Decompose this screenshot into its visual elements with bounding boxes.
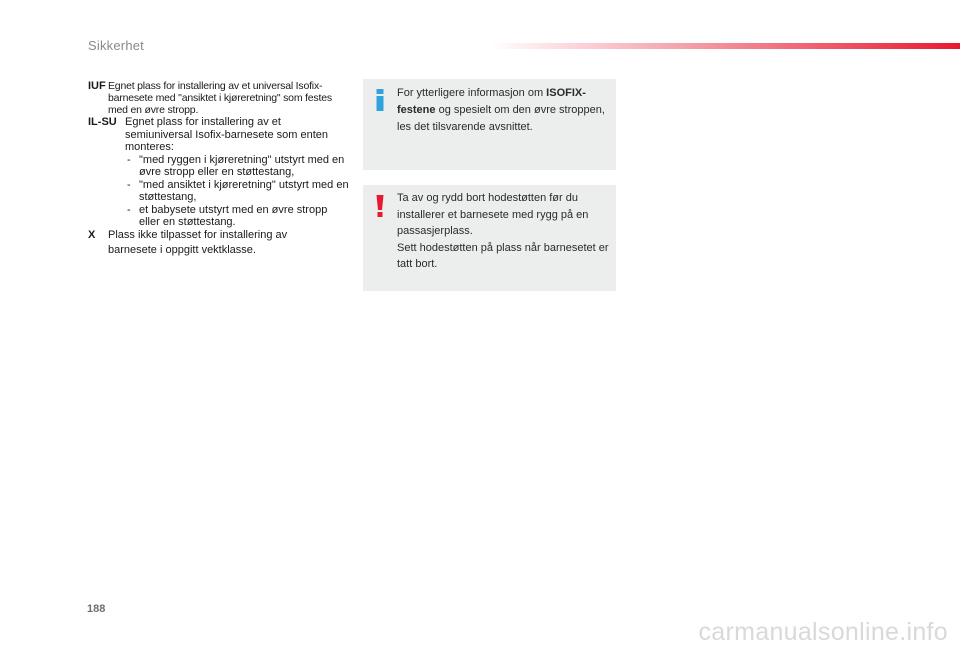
info-text-end: og spesielt om den øvre stroppen, les det tilsvarende avsnittet. bbox=[397, 104, 605, 133]
warning-box bbox=[363, 185, 616, 291]
section-title: Sikkerhet bbox=[88, 38, 144, 53]
description-x bbox=[108, 229, 350, 257]
warning-paragraph-1: Ta av og rydd bort hodestøtten før du installerer et barnesete med rygg på en passasjerplass. bbox=[397, 192, 589, 237]
description-x-line2: barnesete i oppgitt vektklasse. bbox=[108, 244, 256, 256]
info-box bbox=[363, 79, 616, 170]
header-accent-bar bbox=[490, 43, 960, 49]
warning-paragraph-2: Sett hodestøtten på plass når barnesetet er tatt bort. bbox=[397, 241, 609, 270]
list-item-text: "med ryggen i kjøreretning" utstyrt med en øvre stropp eller en støttestang, bbox=[139, 153, 345, 178]
list-dash: - bbox=[127, 153, 131, 166]
page-number: 188 bbox=[87, 603, 106, 615]
term-x: X bbox=[88, 228, 96, 241]
info-text-start: For ytterligere informasjon om bbox=[397, 87, 547, 99]
list-item bbox=[125, 154, 350, 179]
info-text bbox=[397, 85, 609, 136]
definition-ilsu bbox=[88, 116, 350, 229]
description-ilsu bbox=[125, 116, 350, 229]
info-icon bbox=[374, 89, 386, 111]
definition-x bbox=[88, 229, 350, 257]
exclamation-icon bbox=[374, 195, 386, 217]
definition-iuf bbox=[88, 80, 350, 116]
description-iuf: Egnet plass for installering av et universal Isofix-barnesete med "ansiktet i kjøreretning" som festes med en øvre stropp. bbox=[108, 80, 332, 116]
term-ilsu: IL-SU bbox=[88, 116, 117, 128]
list-dash: - bbox=[127, 178, 131, 191]
watermark: carmanualsonline.info bbox=[698, 618, 948, 646]
list-item bbox=[125, 204, 350, 229]
list-item-text: et babysete utstyrt med en øvre stropp eller en støttestang. bbox=[139, 203, 328, 228]
warning-text bbox=[397, 190, 609, 273]
info-text-bold: ISOFIX-festene bbox=[397, 87, 586, 116]
description-x-line1: Plass ikke tilpasset for installering av bbox=[108, 228, 288, 241]
ilsu-options-list bbox=[125, 154, 350, 229]
definition-list bbox=[88, 80, 350, 257]
list-item-text: "med ansiktet i kjøreretning" utstyrt med en støttestang, bbox=[139, 178, 349, 203]
list-dash: - bbox=[127, 203, 131, 216]
term-iuf: IUF bbox=[88, 80, 106, 92]
description-ilsu-intro: Egnet plass for installering av et semiuniversal Isofix-barnesete som enten monteres: bbox=[125, 116, 328, 153]
list-item bbox=[125, 179, 350, 204]
